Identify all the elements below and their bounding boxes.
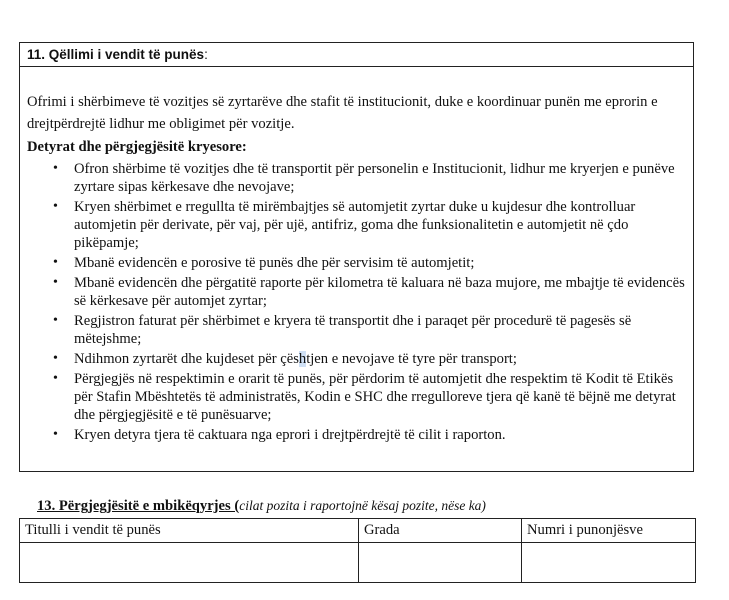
section-13-title-text: 13. Përgjegjësitë e mbikëqyrjes (: [37, 498, 240, 514]
duty-item: • Kryen detyra tjera të caktuara nga eprori i drejtpërdrejtë të cilit i raporton.: [53, 427, 506, 443]
bullet-icon: •: [53, 351, 58, 366]
duty-item-highlighted: • Ndihmon zyrtarët dhe kujdeset për çështjen e nevojave të tyre për transport;: [53, 351, 517, 367]
header-employee-count: Numri i punonjësve: [522, 519, 696, 543]
duties-heading: Detyrat dhe përgjegjësitë kryesore:: [27, 139, 247, 155]
duties-list: [53, 160, 688, 446]
duty-item: • Regjistron faturat për shërbimet e kryera të transportit dhe i paraqet për procedurë të pagesës së mëtejshme;: [53, 313, 632, 347]
section-11-title-text: 11. Qëllimi i vendit të punës: [27, 47, 205, 62]
section-13-note: cilat pozita i raportojnë kësaj pozite, nëse ka): [239, 498, 486, 513]
cell-job-title[interactable]: [20, 543, 359, 583]
duty-item: • Kryen shërbimet e rregullta të mirëmbajtjes së automjetit zyrtar duke u kujdesur dhe kontrolluar automjetin për derivate, për vaj, për ujë, antifriz, goma dhe funksionalitetin e automjetit në çdo pikëpamje;: [53, 199, 636, 251]
table-header-row: [20, 519, 696, 543]
section-11-title: [27, 44, 208, 66]
text-selection-highlight: h: [298, 351, 307, 367]
bullet-icon: •: [53, 371, 58, 386]
supervision-table: [19, 518, 696, 583]
section-11-box: [19, 42, 694, 472]
header-grade: Grada: [359, 519, 522, 543]
cell-employee-count[interactable]: [522, 543, 696, 583]
cell-grade[interactable]: [359, 543, 522, 583]
section-11-divider: [20, 66, 693, 67]
section-11-title-colon: :: [204, 47, 208, 62]
header-job-title: Titulli i vendit të punës: [20, 519, 359, 543]
bullet-icon: •: [53, 275, 58, 290]
bullet-icon: •: [53, 161, 58, 176]
duty-item: • Përgjegjës në respektimin e orarit të punës, për përdorim të automjetit dhe respektim të Kodit të Etikës për Stafin Mbështetës të administratës, Kodin e SHC dhe rregulloreve tjera që kanë të bëjnë me detyrat dhe përgjegjësitë e të punësuarve;: [53, 371, 676, 423]
duty-item: • Mbanë evidencën e porosive të punës dhe për servisim të automjetit;: [53, 255, 475, 271]
duty-item: • Ofron shërbime të vozitjes dhe të transportit për personelin e Institucionit, lidhur me kryerjen e punëve zyrtare sipas kërkesave dhe nevojave;: [53, 161, 675, 195]
bullet-icon: •: [53, 427, 58, 442]
section-13-title: [37, 497, 486, 515]
duty-item: • Mbanë evidencën dhe përgatitë raporte për kilometra të kaluara në baza mujore, me mbajtje të evidencës së kërkesave për automjet zyrtar;: [53, 275, 685, 309]
table-row: [20, 543, 696, 583]
bullet-icon: •: [53, 199, 58, 214]
bullet-icon: •: [53, 313, 58, 328]
bullet-icon: •: [53, 255, 58, 270]
job-purpose-text: Ofrimi i shërbimeve të vozitjes së zyrtarëve dhe stafit të institucionit, duke e koordinuar punën me eprorin e drejtpërdrejtë lidhur me obligimet për vozitje.: [27, 94, 658, 132]
